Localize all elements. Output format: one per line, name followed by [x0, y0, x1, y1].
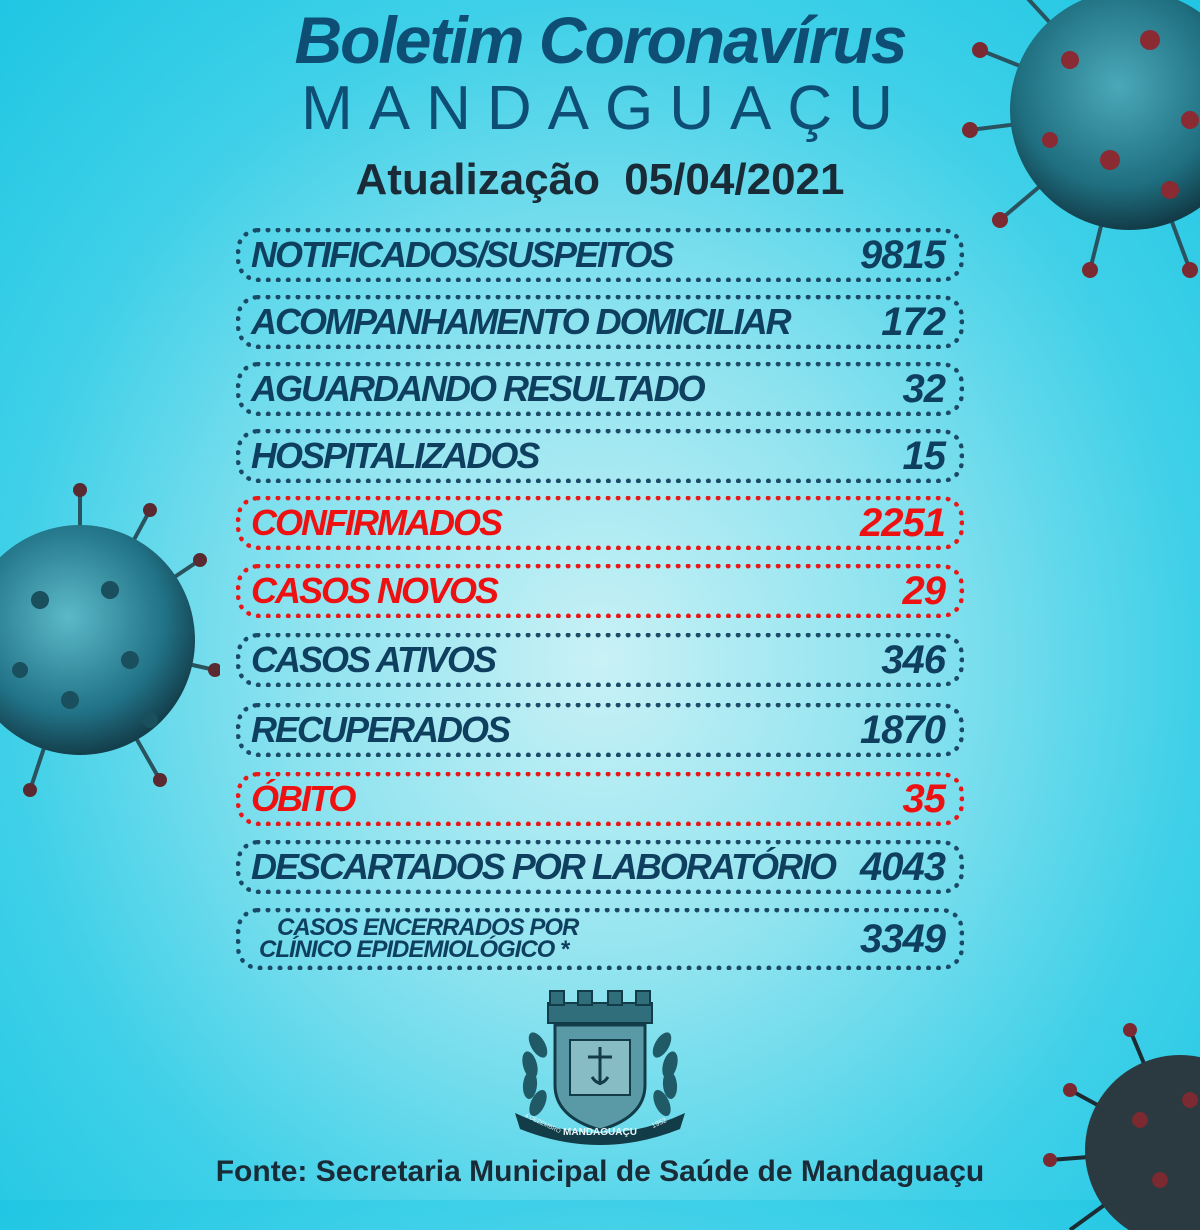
virus-illustration-bottom-right	[1030, 1010, 1200, 1230]
update-date: 05/04/2021	[624, 155, 845, 204]
stat-row-casos-novos	[236, 564, 964, 618]
stat-label-line1: CASOS ENCERRADOS POR	[277, 914, 579, 941]
stat-value: 1870	[860, 707, 945, 752]
stat-row-confirmados	[236, 496, 964, 550]
stat-label: CONFIRMADOS	[251, 502, 501, 543]
stat-value: 2251	[860, 500, 945, 545]
stat-label-line2: CLÍNICO EPIDEMIOLÓGICO *	[259, 936, 569, 963]
stat-row-obito	[236, 772, 964, 826]
stat-value: 32	[902, 366, 945, 411]
city-name: MANDAGUAÇU	[301, 74, 909, 143]
stat-value: 3349	[860, 916, 945, 961]
stat-row-notificados	[236, 228, 964, 282]
stat-row-casos-ativos	[236, 633, 964, 687]
stat-value: 172	[881, 299, 945, 344]
svg-text:MANDAGUAÇU: MANDAGUAÇU	[563, 1127, 637, 1138]
update-label: Atualização	[355, 155, 601, 204]
update-line	[0, 152, 1200, 208]
virus-illustration-left	[0, 480, 220, 800]
stat-label: DESCARTADOS POR LABORATÓRIO	[251, 846, 836, 887]
stat-value: 4043	[860, 844, 945, 889]
stat-row-recuperados	[236, 703, 964, 757]
municipal-crest	[500, 985, 700, 1145]
stat-label: HOSPITALIZADOS	[251, 435, 539, 476]
stat-label	[251, 914, 579, 963]
source-footer: Fonte: Secretaria Municipal de Saúde de Mandaguaçu	[215, 1155, 985, 1188]
stat-row-encerrados	[236, 908, 964, 970]
stat-label: NOTIFICADOS/SUSPEITOS	[251, 234, 673, 275]
stat-label: CASOS ATIVOS	[251, 639, 496, 680]
stat-row-acompanhamento	[236, 295, 964, 349]
stat-row-hospitalizados	[236, 429, 964, 483]
svg-text:1952: 1952	[650, 1117, 668, 1131]
stat-label: RECUPERADOS	[251, 709, 510, 750]
stat-label: ACOMPANHAMENTO DOMICILIAR	[251, 301, 790, 342]
stat-label: AGUARDANDO RESULTADO	[251, 368, 704, 409]
stat-value: 346	[881, 637, 945, 682]
bulletin-title: Boletim Coronavírus	[294, 3, 906, 77]
svg-text:4 DEZEMBRO: 4 DEZEMBRO	[523, 1113, 562, 1136]
stat-value: 35	[902, 776, 945, 821]
stat-row-descartados	[236, 840, 964, 894]
stat-value: 9815	[860, 232, 945, 277]
stat-row-aguardando	[236, 362, 964, 416]
stat-value: 15	[902, 433, 945, 478]
stat-label: ÓBITO	[251, 778, 355, 819]
stat-value: 29	[902, 568, 945, 613]
stat-label: CASOS NOVOS	[251, 570, 498, 611]
